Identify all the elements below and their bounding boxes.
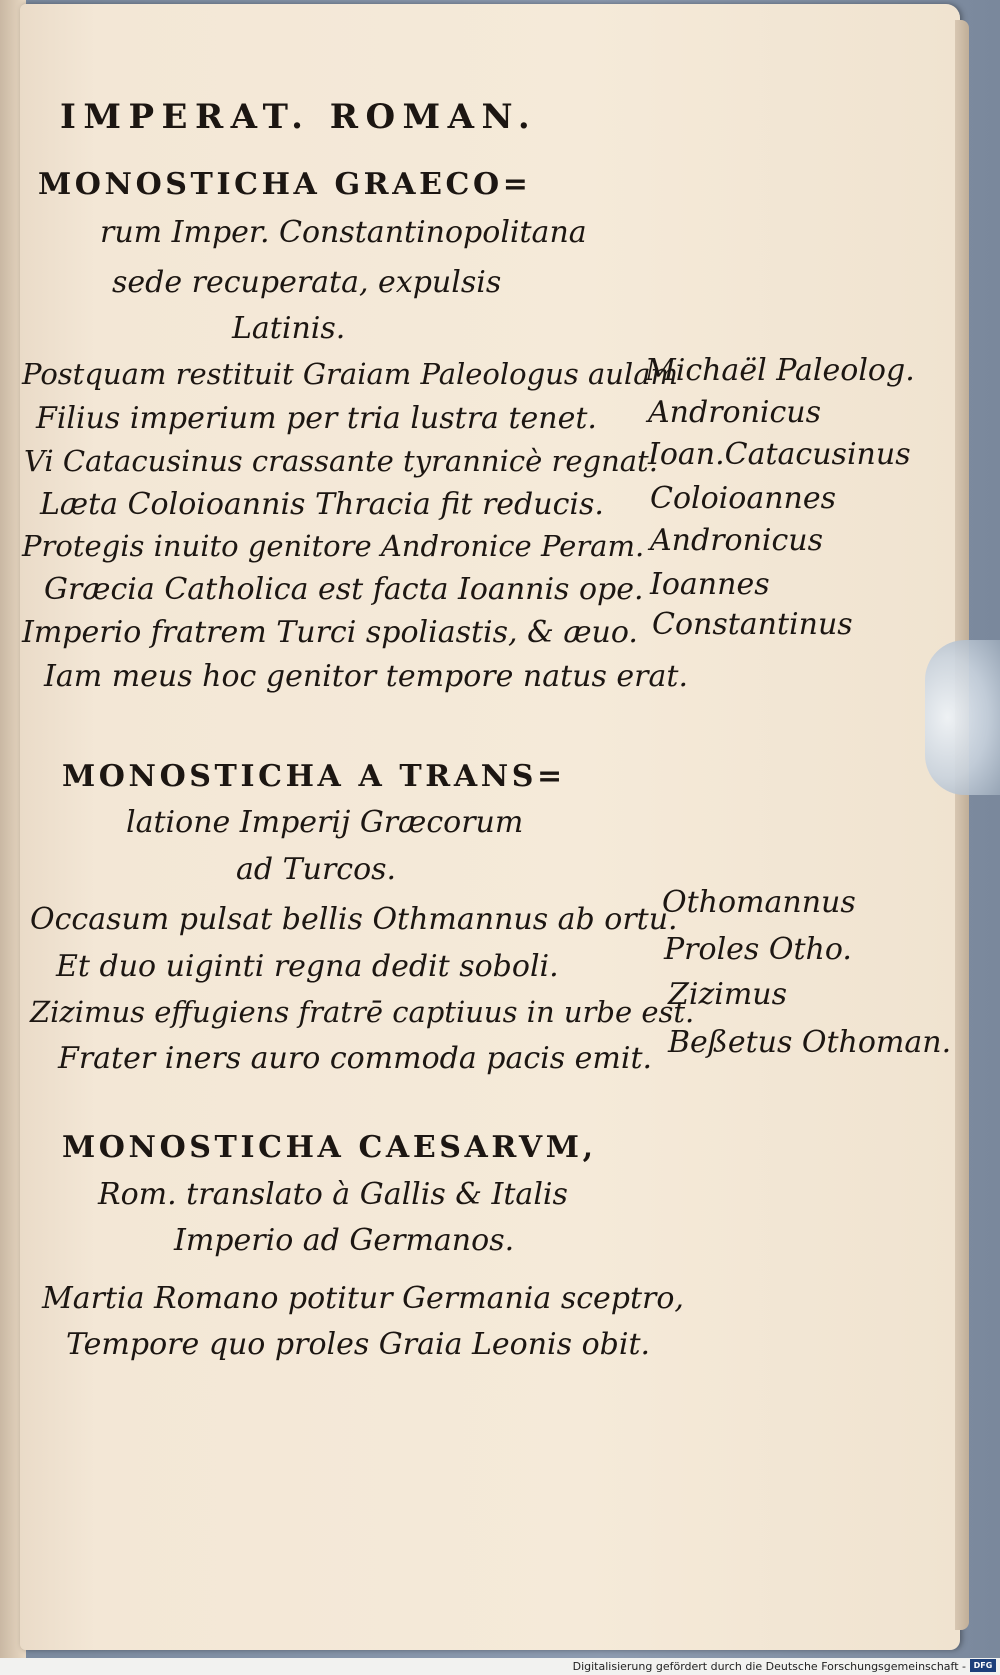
section1-name-5: Andronicus [650,523,824,558]
section1-verse-5: Protegis inuito genitore Andronice Peram. [22,529,645,563]
section2-verse-4: Frater iners auro commoda pacis emit. [58,1041,653,1076]
section2-heading-line1: MONOSTICHA A TRANS= [62,759,566,794]
section1-verse-4: Læta Coloioannis Thracia fit reducis. [40,487,604,522]
section1-verse-3: Vi Catacusinus crassante tyrannicè regnat. [24,444,658,478]
section2-verse-3: Zizimus effugiens fratrē captiuus in urbe est. [30,995,695,1029]
section2-heading-line3: ad Turcos. [236,852,397,887]
section2-name-3: Zizimus [668,977,788,1012]
section1-heading-line2: rum Imper. Constantinopolitana [100,215,587,250]
section1-verse-1: Postquam restituit Graiam Paleologus aulam [22,357,678,391]
section1-name-7: Constantinus [652,607,853,642]
section2-verse-2: Et duo uiginti regna dedit soboli. [56,949,559,984]
section2-heading-line2: latione Imperij Græcorum [126,805,524,840]
section1-name-4: Coloioannes [650,481,837,516]
section1-heading-line1: MONOSTICHA GRAECO= [38,167,532,202]
section1-name-3: Ioan.Catacusinus [648,437,911,472]
running-head: IMPERAT. ROMAN. [60,97,538,137]
section3-heading-line2: Rom. translato à Gallis & Italis [98,1177,568,1212]
digitization-footer [0,1658,1000,1675]
section3-heading-line1: MONOSTICHA CAESARVM, [62,1130,597,1165]
footer-credit: Digitalisierung gefördert durch die Deutsche Forschungsgemeinschaft - [572,1660,966,1673]
section1-name-6: Ioannes [650,567,770,602]
section1-name-1: Michaël Paleolog. [645,353,915,388]
section3-heading-line3: Imperio ad Germanos. [174,1223,515,1258]
section2-name-1: Othomannus [662,885,856,920]
section1-verse-8: Iam meus hoc genitor tempore natus erat. [44,659,689,694]
section2-verse-1: Occasum pulsat bellis Othmannus ab ortu. [30,902,678,937]
section1-verse-7: Imperio fratrem Turci spoliastis, & æuo. [22,615,638,650]
page-clip [925,640,1000,795]
section2-name-2: Proles Otho. [664,932,852,967]
section2-name-4: Beßetus Othoman. [668,1025,952,1060]
section3-verse-1: Martia Romano potitur Germania sceptro, [42,1281,684,1316]
dfg-logo: DFG [970,1659,996,1672]
section1-verse-2: Filius imperium per tria lustra tenet. [36,401,597,436]
section1-heading-line3: sede recuperata, expulsis [112,265,502,300]
section3-verse-2: Tempore quo proles Graia Leonis obit. [66,1327,651,1362]
section1-heading-line4: Latinis. [232,311,346,346]
section1-name-2: Andronicus [648,395,822,430]
page-stack-edge [955,20,969,1630]
section1-verse-6: Græcia Catholica est facta Ioannis ope. [44,572,644,607]
